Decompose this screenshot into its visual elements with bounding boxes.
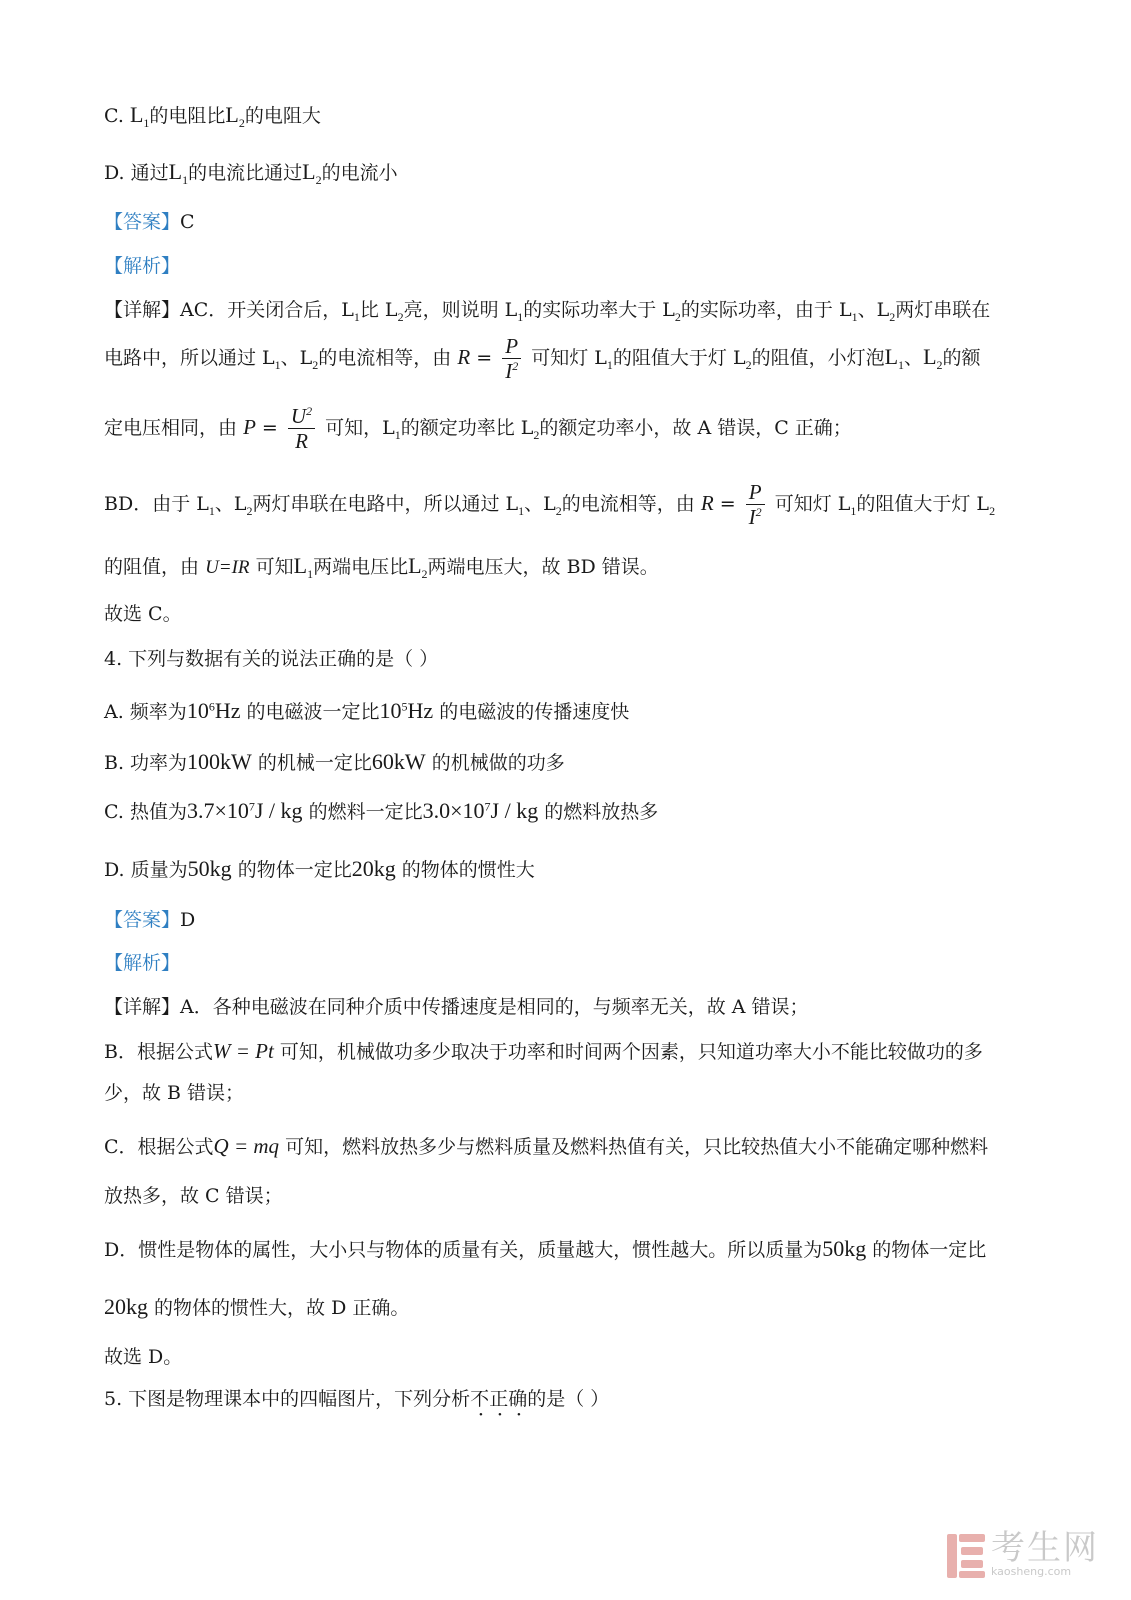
emphasis-dot: 确: [508, 1388, 528, 1410]
option-d: D. 通过$L_1$的电流比通过$L_2$的电流小: [104, 159, 398, 187]
question-stem: 5. 下图是物理课本中的四幅图片，下列分析不正确的是（ ）: [104, 1388, 610, 1410]
answer-line: [104, 213, 195, 232]
watermark-url: kaosheng.com: [991, 1565, 1072, 1578]
answer-value: D: [180, 909, 196, 931]
option-a: A. 频率为$10^6Hz$ 的电磁波一定比$10^5Hz$ 的电磁波的传播速度快: [104, 698, 630, 723]
question-stem: 4. 下列与数据有关的说法正确的是（ ）: [104, 648, 439, 670]
detail-line: 电路中，所以通过 $L_1$、$L_2$的电流相等，由 R = $\frac{P}{I^2}$ 可知灯 $L_1$的阻值大于灯 $L_2$的阻值，小灯泡$L_1$、$L_2$的额: [104, 334, 981, 384]
detail-line: 【详解】A．各种电磁波在同种介质中传播速度是相同的，与频率无关，故 A 错误；: [104, 996, 809, 1018]
detail-line: 少，故 B 错误；: [104, 1082, 245, 1104]
detail-line: C．根据公式Q = mq 可知，燃料放热多少与燃料质量及燃料热值有关，只比较热值大小不能确定哪种燃料: [104, 1134, 989, 1158]
answer-tag: 【答案】: [104, 211, 181, 233]
emphasis-dot: 不: [470, 1388, 490, 1410]
watermark-text: 考生网: [991, 1528, 1099, 1568]
detail-line: D．惯性是物体的属性，大小只与物体的质量有关，质量越大，惯性越大。所以质量为50kg 的物体一定比: [104, 1236, 987, 1261]
detail-line: B．根据公式W = Pt 可知，机械做功多少取决于功率和时间两个因素，只知道功率大小不能比较做功的多: [104, 1039, 983, 1063]
detail-line: 定电压相同，由 P = $\frac{U^2}{R}$ 可知，$L_1$的额定功率比 $L_2$的额定功率小，故 A 错误，C 正确；: [104, 404, 852, 454]
option-c: C. $L_1$的电阻比$L_2$的电阻大: [104, 102, 321, 130]
formula-p-fraction: $\frac{U^2}{R}$: [288, 404, 315, 454]
analysis-tag: 【解析】: [104, 952, 181, 974]
answer-tag: 【答案】: [104, 909, 181, 931]
option-c: C. 热值为$3.7\times 10^7J$ / kg 的燃料一定比$3.0\times 10^7J$ / kg 的燃料放热多: [104, 798, 659, 823]
option-b: B. 功率为100kW 的机械一定比60kW 的机械做的功多: [104, 749, 565, 774]
detail-line: 放热多，故 C 错误；: [104, 1185, 283, 1207]
conclusion: 故选 C。: [104, 603, 182, 625]
detail-line: 的阻值，由 U=IR 可知$L_1$两端电压比$L_2$两端电压大，故 BD 错误。: [104, 553, 659, 581]
watermark-logo-icon: [947, 1534, 985, 1578]
watermark: [947, 1528, 1099, 1578]
formula-r-fraction: $\frac{P}{I^2}$: [502, 334, 521, 384]
detail-line: 【详解】AC．开关闭合后，$L_1$比 $L_2$亮，则说明 $L_1$的实际功率大于 $L_2$的实际功率，由于 $L_1$、$L_2$两灯串联在: [104, 299, 991, 324]
analysis-tag: 【解析】: [104, 255, 181, 277]
option-d: D. 质量为50kg 的物体一定比20kg 的物体的惯性大: [104, 856, 535, 881]
answer-value: C: [180, 211, 195, 233]
detail-line: BD．由于 $L_1$、$L_2$两灯串联在电路中，所以通过 $L_1$、$L_2$的电流相等，由 R = $\frac{P}{I^2}$ 可知灯 $L_1$的阻值大于灯 $L_2$: [104, 480, 996, 530]
detail-line: 20kg 的物体的惯性大，故 D 正确。: [104, 1294, 410, 1319]
answer-line: [104, 911, 195, 930]
conclusion: 故选 D。: [104, 1346, 183, 1368]
formula-lhs: R: [457, 345, 471, 370]
emphasis-dot: 正: [489, 1388, 509, 1410]
